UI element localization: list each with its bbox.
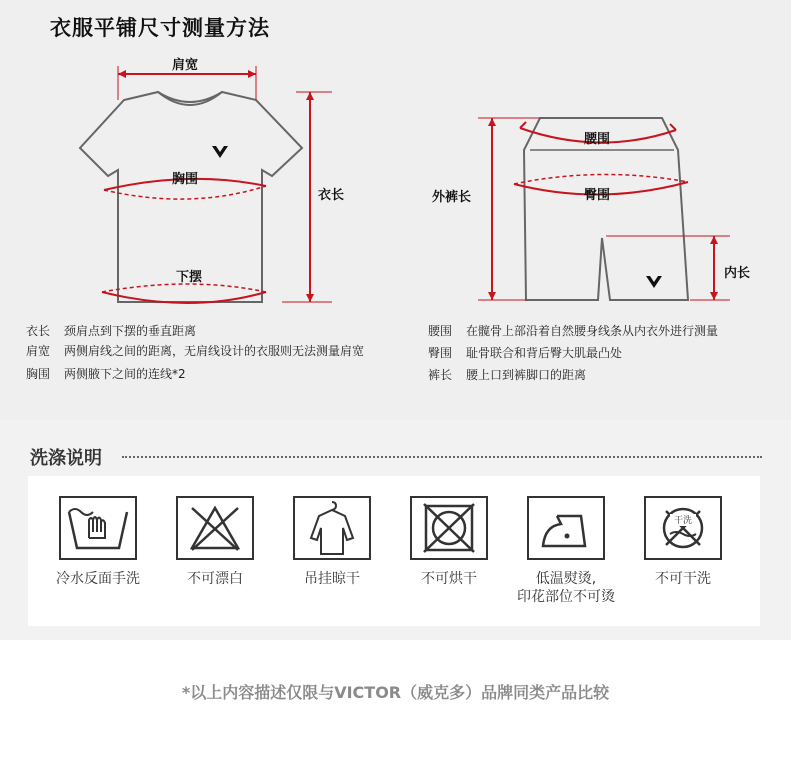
care-item-iron-low — [506, 496, 626, 606]
shoulder-label: 肩宽 — [172, 58, 199, 73]
pants-descriptions — [428, 322, 778, 385]
desc-text: 在髋骨上部沿着自然腰身线条从内衣外进行测量 — [466, 324, 719, 338]
desc-text: 腰上口到裤脚口的距离 — [466, 368, 587, 382]
desc-row-shoulder — [26, 342, 376, 361]
hand-wash-icon — [59, 496, 137, 560]
victor-logo-shirt — [212, 146, 228, 158]
care-label: 不可干洗 — [655, 571, 711, 587]
care-label — [506, 570, 626, 606]
hem-label: 下摆 — [176, 270, 203, 285]
wash-divider — [122, 456, 762, 458]
care-icons-panel — [28, 476, 760, 626]
outseam-label: 外裤长 — [432, 190, 472, 205]
desc-term: 臀围 — [428, 346, 453, 360]
desc-row-pants-length — [428, 366, 778, 385]
waist-label: 腰围 — [584, 132, 611, 147]
desc-row-waist — [428, 322, 778, 341]
length-label: 衣长 — [318, 188, 345, 203]
tshirt-collar — [158, 92, 222, 105]
care-label: 冷水反面手洗 — [56, 571, 140, 587]
care-item-hand-wash — [38, 496, 158, 588]
no-dry-clean-icon — [644, 496, 722, 560]
hip-label: 臀围 — [584, 188, 611, 203]
desc-row-chest — [26, 365, 376, 384]
care-item-no-tumble-dry — [389, 496, 509, 588]
care-label-line1: 低温熨烫, — [535, 571, 597, 587]
desc-row-hip — [428, 344, 778, 363]
chest-label: 胸围 — [172, 172, 199, 187]
victor-logo-pants — [646, 276, 662, 288]
footer-note: *以上内容描述仅限与VICTOR（威克多）品牌同类产品比较 — [181, 683, 610, 702]
care-label: 吊挂晾干 — [304, 571, 360, 587]
wash-instructions-section — [0, 420, 791, 640]
desc-row-length — [26, 322, 376, 341]
desc-text: 两侧肩线之间的距离，无肩线设计的衣服则无法测量肩宽 — [64, 344, 365, 358]
care-item-no-dry-clean — [623, 496, 743, 588]
desc-text: 两侧腋下之间的连线*2 — [64, 367, 186, 381]
desc-term: 裤长 — [428, 368, 453, 382]
no-dry-clean-text: 干洗 — [673, 516, 692, 526]
shirt-descriptions — [26, 322, 376, 384]
page-title: 衣服平铺尺寸测量方法 — [50, 16, 270, 40]
no-tumble-dry-icon — [410, 496, 488, 560]
desc-term: 肩宽 — [26, 344, 51, 358]
desc-term: 腰围 — [428, 324, 453, 338]
care-label: 不可烘干 — [421, 571, 477, 587]
desc-text: 耻骨联合和背后臀大肌最凸处 — [466, 346, 623, 360]
desc-text: 颈肩点到下摆的垂直距离 — [64, 324, 197, 338]
inseam-label: 内长 — [724, 266, 751, 281]
iron-low-icon — [527, 496, 605, 560]
wash-title: 洗涤说明 — [30, 448, 102, 469]
care-item-no-bleach — [155, 496, 275, 588]
care-label: 不可漂白 — [187, 571, 243, 587]
care-label-line2: 印花部位不可烫 — [517, 589, 615, 605]
desc-term: 胸围 — [26, 367, 51, 381]
hang-dry-icon — [293, 496, 371, 560]
desc-term: 衣长 — [26, 324, 51, 338]
care-item-hang-dry — [272, 496, 392, 588]
no-bleach-icon — [176, 496, 254, 560]
